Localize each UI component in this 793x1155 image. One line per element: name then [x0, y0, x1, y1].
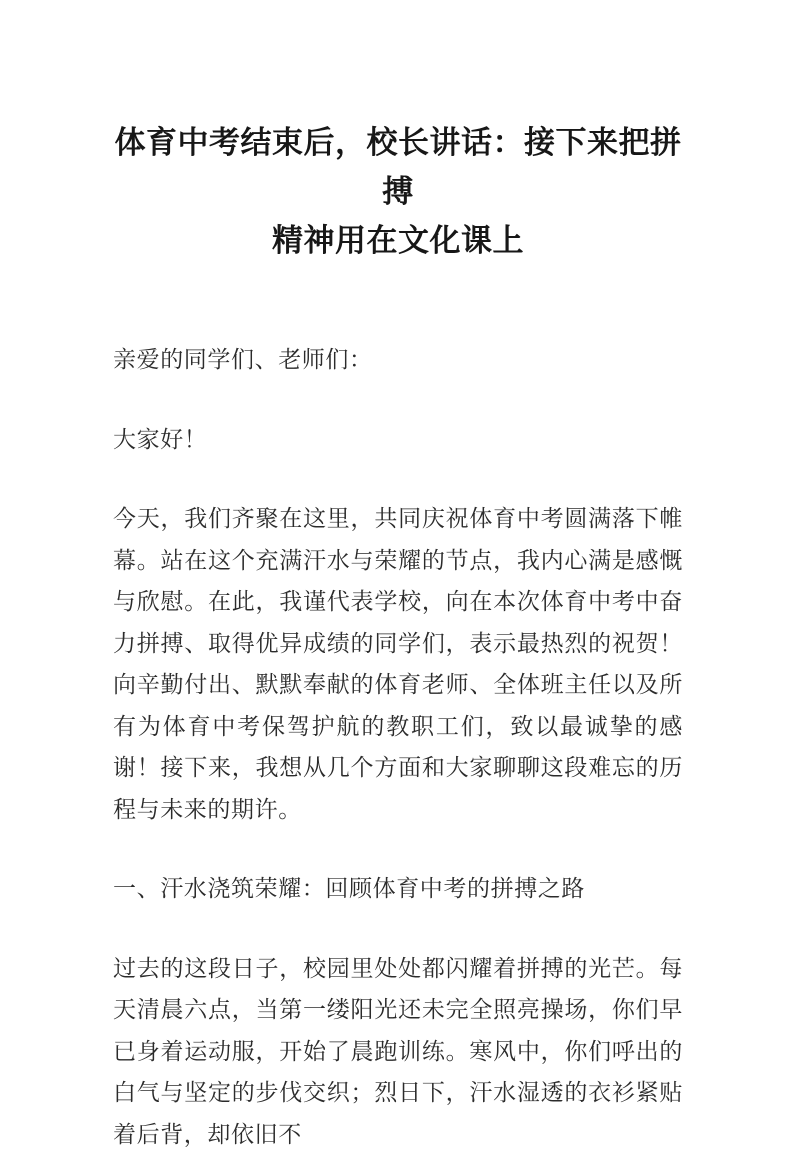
paragraph-spacer: [113, 460, 683, 498]
page-title-line-1: 体育中考结束后，校长讲话：接下来把拼搏: [115, 125, 682, 209]
paragraph-spacer: [113, 910, 683, 948]
section-one-paragraph: 过去的这段日子，校园里处处都闪耀着拼搏的光芒。每天清晨六点，当第一缕阳光还未完全照亮操场，你们早已身着运动服，开始了晨跑训练。寒风中，你们呼出的白气与坚定的步伐交织；烈日下，汗水湿透的衣衫紧贴着后背，却依旧不: [113, 948, 683, 1155]
page-title: [113, 0, 683, 265]
salutation: 亲爱的同学们、老师们：: [113, 339, 683, 381]
paragraph-spacer: [113, 830, 683, 868]
opening-paragraph: 今天，我们齐聚在这里，共同庆祝体育中考圆满落下帷幕。站在这个充满汗水与荣耀的节点，我内心满是感慨与欣慰。在此，我谨代表学校，向在本次体育中考中奋力拼搏、取得优异成绩的同学们，表示最热烈的祝贺！向辛勤付出、默默奉献的体育老师、全体班主任以及所有为体育中考保驾护航的教职工们，致以最诚挚的感谢！接下来，我想从几个方面和大家聊聊这段难忘的历程与未来的期许。: [113, 498, 683, 830]
greeting: 大家好！: [113, 419, 683, 461]
paragraph-spacer: [113, 381, 683, 419]
title-body-spacer: [113, 265, 683, 339]
section-one-heading: 一、汗水浇筑荣耀：回顾体育中考的拼搏之路: [113, 868, 683, 910]
page-title-line-2: 精神用在文化课上: [272, 223, 524, 258]
